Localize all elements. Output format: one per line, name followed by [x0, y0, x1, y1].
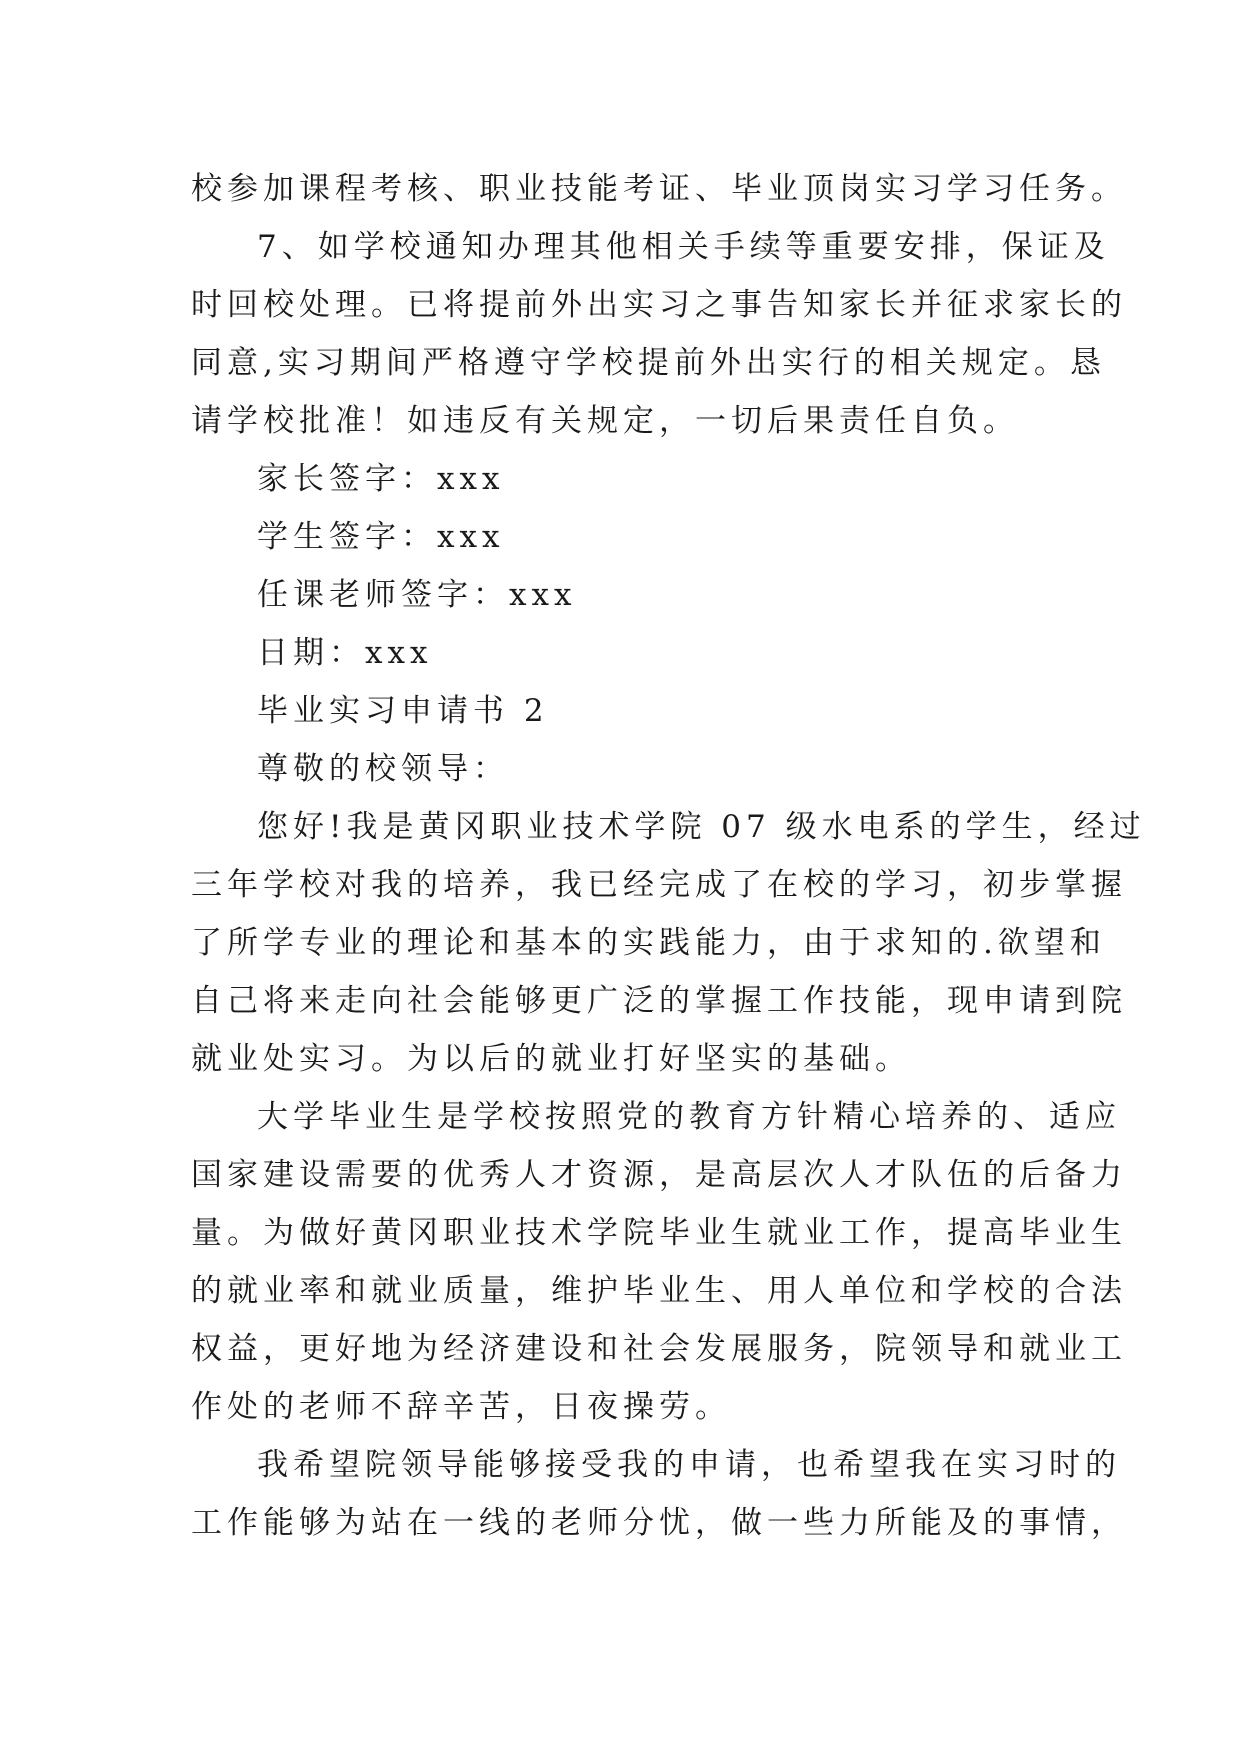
text-line: 工作能够为站在一线的老师分忧，做一些力所能及的事情，	[191, 1505, 1127, 1541]
text-line: 7、如学校通知办理其他相关手续等重要安排，保证及	[257, 229, 1110, 265]
teacher-signature-line: 任课老师签字：xxx	[257, 577, 577, 613]
document-body	[191, 160, 1146, 1552]
text-line: 国家建设需要的优秀人才资源，是高层次人才队伍的后备力	[191, 1157, 1127, 1193]
text-line: 就业处实习。为以后的就业打好坚实的基础。	[191, 1041, 911, 1077]
text-line: 权益，更好地为经济建设和社会发展服务，院领导和就业工	[191, 1331, 1127, 1367]
text-line: 我希望院领导能够接受我的申请，也希望我在实习时的	[257, 1447, 1121, 1483]
student-signature-line: 学生签字：xxx	[257, 519, 505, 555]
text-line: 量。为做好黄冈职业技术学院毕业生就业工作，提高毕业生	[191, 1215, 1127, 1251]
text-line: 的就业率和就业质量，维护毕业生、用人单位和学校的合法	[191, 1273, 1127, 1309]
section-title: 毕业实习申请书 2	[257, 693, 549, 729]
text-line: 三年学校对我的培养，我已经完成了在校的学习，初步掌握	[191, 867, 1127, 903]
text-line: 自己将来走向社会能够更广泛的掌握工作技能，现申请到院	[191, 983, 1127, 1019]
text-line: 校参加课程考核、职业技能考证、毕业顶岗实习学习任务。	[191, 171, 1127, 207]
text-line: 同意,实习期间严格遵守学校提前外出实行的相关规定。恳	[191, 345, 1106, 381]
text-line: 大学毕业生是学校按照党的教育方针精心培养的、适应	[257, 1099, 1121, 1135]
date-line: 日期：xxx	[257, 635, 433, 671]
text-line: 您好!我是黄冈职业技术学院 07 级水电系的学生，经过	[257, 809, 1146, 845]
text-line: 作处的老师不辞辛苦，日夜操劳。	[191, 1389, 731, 1425]
text-line: 了所学专业的理论和基本的实践能力，由于求知的.欲望和	[191, 925, 1106, 961]
parent-signature-line: 家长签字：xxx	[257, 461, 505, 497]
text-line: 时回校处理。已将提前外出实习之事告知家长并征求家长的	[191, 287, 1127, 323]
salutation: 尊敬的校领导：	[257, 751, 509, 787]
text-line: 请学校批准！如违反有关规定，一切后果责任自负。	[191, 403, 1019, 439]
